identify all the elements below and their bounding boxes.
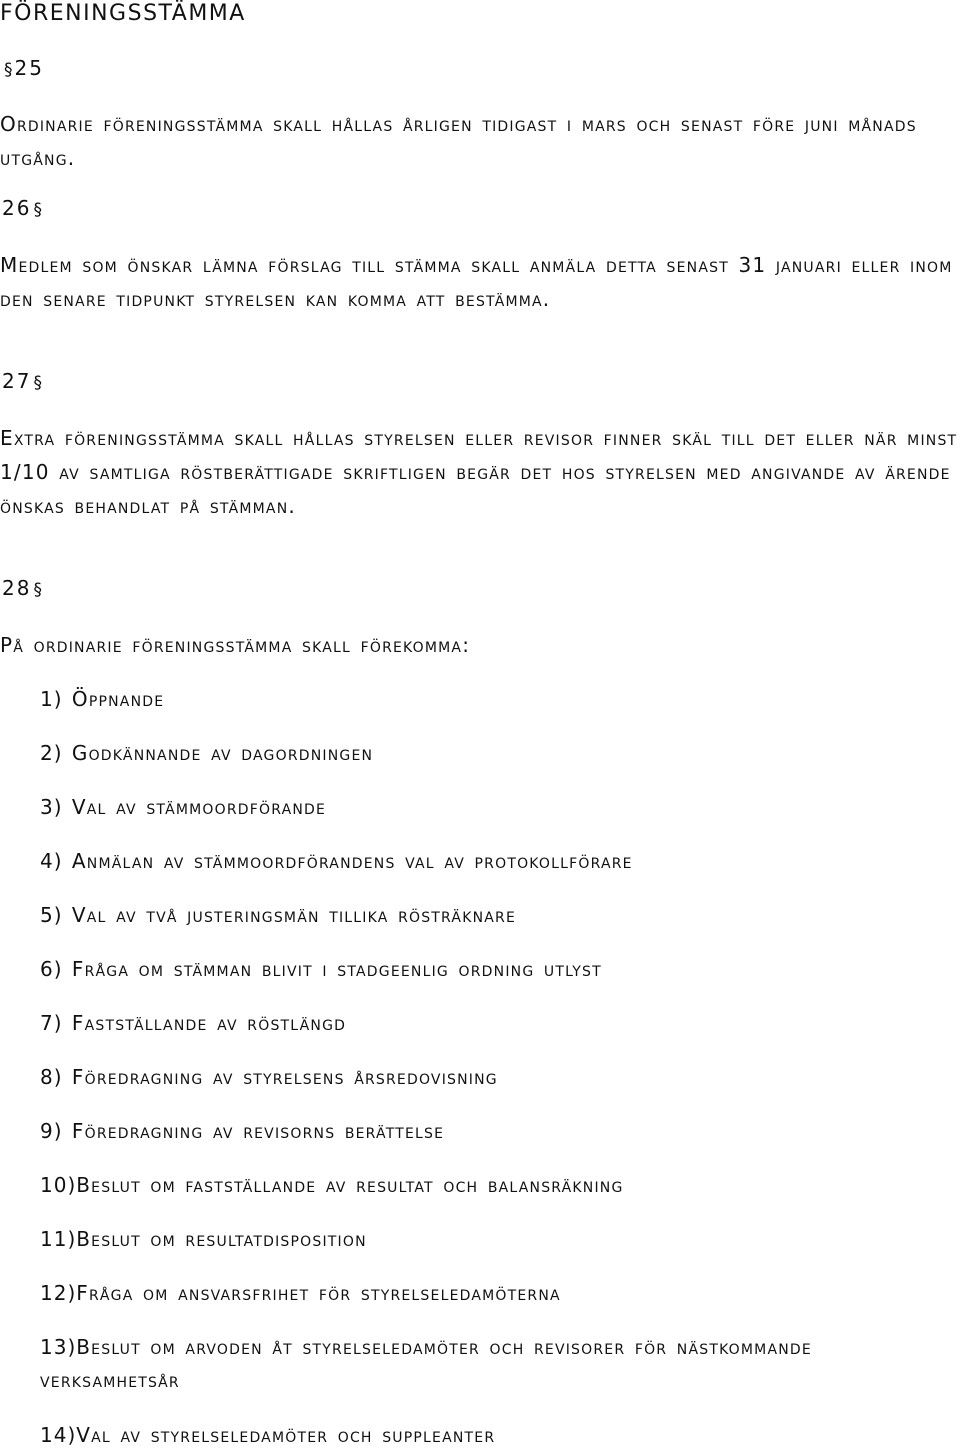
paragraph-text-26: Medlem som önskar lämna förslag till stämma skall anmäla detta senast 31 januari eller inom den senare tidpunkt styrelsen kan komma att bestämma.	[0, 253, 953, 311]
list-item: 10)Beslut om fastställande av resultat och balansräkning	[40, 1173, 624, 1197]
list-item: 6) Fråga om stämman blivit i stadgeenlig ordning utlyst	[40, 957, 602, 981]
paragraph-number-26	[2, 196, 44, 220]
list-item: 13)Beslut om arvoden åt styrelseledamöter och revisorer för nästkommande verksamhetsår	[40, 1335, 812, 1392]
paragraph-number: 28	[2, 576, 32, 600]
list-item: 14)Val av styrelseledamöter och suppleanter	[40, 1423, 496, 1447]
list-item: 5) Val av två justeringsmän tillika rösträknare	[40, 903, 517, 927]
paragraph-number-27	[2, 369, 44, 393]
list-item: 11)Beslut om resultatdisposition	[40, 1227, 367, 1251]
paragraph-text-27: Extra föreningsstämma skall hållas styrelsen eller revisor finner skäl till det eller när minst 1/10 av samtliga röstberättigade skriftligen begär det hos styrelsen med angivande av ärende önskas behandlat på stämman.	[0, 426, 958, 518]
list-item: 3) Val av stämmoordförande	[40, 795, 327, 819]
list-item: 7) Fastställande av röstlängd	[40, 1011, 347, 1035]
section-symbol: §	[4, 60, 15, 80]
list-item: 1) Öppnande	[40, 687, 165, 711]
paragraph-number: 25	[14, 56, 44, 80]
paragraph-number-25	[2, 56, 44, 80]
list-item: 8) Föredragning av styrelsens årsredovisning	[40, 1065, 498, 1089]
paragraph-text-28: På ordinarie föreningsstämma skall förekomma:	[0, 633, 471, 657]
paragraph-number: 27	[2, 369, 32, 393]
list-item: 2) Godkännande av dagordningen	[40, 741, 374, 765]
paragraph-text-25: Ordinarie föreningsstämma skall hållas årligen tidigast i mars och senast före juni månads utgång.	[0, 112, 917, 170]
section-symbol: §	[33, 200, 44, 220]
list-item: 4) Anmälan av stämmoordförandens val av protokollförare	[40, 849, 633, 873]
paragraph-number: 26	[2, 196, 32, 220]
section-symbol: §	[33, 373, 44, 393]
section-heading: FÖRENINGSSTÄMMA	[0, 1, 246, 26]
list-item: 9) Föredragning av revisorns berättelse	[40, 1119, 445, 1143]
list-item: 12)Fråga om ansvarsfrihet för styrelseledamöterna	[40, 1281, 561, 1305]
paragraph-number-28	[2, 576, 44, 600]
section-symbol: §	[33, 580, 44, 600]
